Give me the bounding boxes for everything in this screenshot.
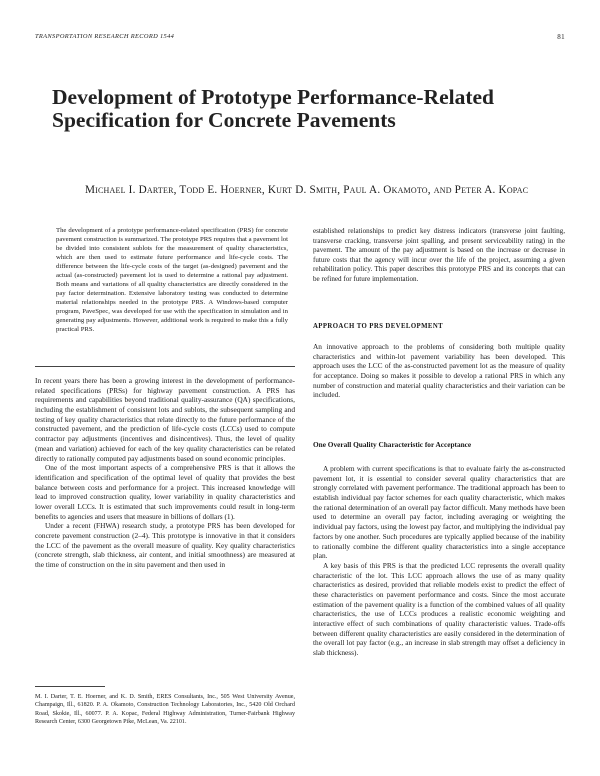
journal-title: TRANSPORTATION RESEARCH RECORD 1544 — [35, 33, 175, 40]
paragraph: A key basis of this PRS is that the predicted LCC represents the overall quality characteristic of the lot. This LCC approach allows the use of as many quality characteristics as desired, provided that reliable models exist to predict the effect of these characteristics on pavement performance and costs. Since the most accurate estimation of the pavement quality is a function of the combined values of all quality characteristics, the use of LCCs produces a realistic economic weighting and interactive effect of such combinations of quality characteristic values. Trade-offs between different quality characteristics are easily considered in the determination of the overall lot pay factor (e.g., an increase in slab strength may offset a deficiency in slab thickness). — [313, 560, 565, 658]
section-heading: APPROACH TO PRS DEVELOPMENT — [313, 323, 444, 330]
author-list: Michael I. Darter, Todd E. Hoerner, Kurt D. Smith, Paul A. Okamoto, and Peter A. Kopac — [85, 184, 529, 196]
intro-body — [35, 376, 295, 570]
paragraph: In recent years there has been a growing interest in the development of performance-related specifications (PRSs) for highway pavement construction. A PRS has requirements and capabilities beyond traditional quality-assurance (QA) specifications, including the establishment of consistent lots and sublots, the subsequent sampling and testing of key quality characteristics that relate directly to the future performance of the constructed pavement, and the prediction of life-cycle costs (LCCs) used to compute contractor pay adjustments (incentives and disincentives). Thus, the level of quality (mean and variation) achieved for each of the key quality characteristics can be related directly to rationally computed pay adjustments based on sound economic principles. — [35, 376, 295, 463]
paragraph: Under a recent (FHWA) research study, a prototype PRS has been developed for concrete pavement construction (2–4). This prototype is innovative in that it considers the LCC of the pavement as the overall measure of quality. Key quality characteristics (concrete strength, slab thickness, air content, and initial smoothness) are measured at the time of construction on the in situ pavement and then used in — [35, 521, 295, 570]
page-number: 81 — [557, 33, 565, 41]
abstract-divider — [35, 366, 295, 367]
approach-body — [313, 342, 565, 400]
paper-title: Development of Prototype Performance-Related Specification for Concrete Pavements — [52, 85, 494, 132]
abstract: The development of a prototype performance-related specification (PRS) for concrete pavement construction is summarized. The prototype PRS requires that a pavement lot be divided into consistent sublots for the measurement of quality characteristics, which are then used to estimate future performance and life-cycle costs. The difference between the life-cycle costs of the target (as-designed) pavement and the actual (as-constructed) pavement lot is used to determine a rational pay adjustment. Both means and variations of all quality characteristics are directly considered in the pay factor determination. Extensive laboratory testing was conducted to determine material relationships needed in the prototype PRS. A Windows-based computer program, PaveSpec, was developed for use with the specification in simulation and in generating pay adjustments. However, additional work is required to make this a fully practical PRS. — [56, 227, 288, 333]
footnote-divider — [35, 686, 105, 687]
paragraph: A problem with current specifications is that to evaluate fairly the as-constructed pavement lot, it is essential to consider several quality characteristics that are strongly correlated with pavement performance. The traditional approach has been to establish individual pay factor schemes for each quality characteristic, which makes the rational determination of an overall pay factor difficult. Many methods have been used to determine an overall pay factor, including averaging or weighting the individual pay factors, using the lowest pay factor, and multiplying the individual pay factors by one another. Such procedures are typically applied because of the inability to rationally combine the different quality characteristics into a single acceptance plan. — [313, 464, 565, 561]
paragraph: An innovative approach to the problems of considering both multiple quality characteristics and within-lot pavement variability has been developed. This approach uses the LCC of the as-constructed pavement lot as the measure of quality for acceptance. Doing so makes it possible to develop a rational PRS in which any number of construction and material quality characteristics and their variation can be included. — [313, 342, 565, 400]
running-head — [35, 33, 565, 40]
subsection-heading: One Overall Quality Characteristic for Acceptance — [313, 440, 472, 449]
paragraph: One of the most important aspects of a comprehensive PRS is that it allows the identification and specification of the optimal level of quality that provides the best balance between costs and performance for a project. This increased knowledge will lead to improved construction quality, lower variability in quality characteristics and lower overall LCCs. It is estimated that such improvements could result in long-term benefits to agencies and users that measure in billions of dollars (1). — [35, 463, 295, 521]
intro-continuation: established relationships to predict key distress indicators (transverse joint faulting, transverse cracking, transverse joint spalling, and present serviceability rating) in the pavement. The amount of the pay adjustment is based on the increase or decrease in future costs that the agency will incur over the life of the project, assuming a given rehabilitation policy. This paper describes this prototype PRS and its concepts that can be refined for future implementation. — [313, 227, 565, 283]
one-overall-body — [313, 464, 565, 658]
author-affiliations-footnote: M. I. Darter, T. E. Hoerner, and K. D. Smith, ERES Consultants, Inc., 505 West University Avenue, Champaign, Ill., 61820. P. A. Okamoto, Construction Technology Laboratories, Inc., 5420 Old Orchard Road, Skokie, Ill., 60077. P. A. Kopac, Federal Highway Administration, Turner-Fairbank Highway Research Center, 6300 Georgetown Pike, McLean, Va. 22101. — [35, 694, 295, 726]
